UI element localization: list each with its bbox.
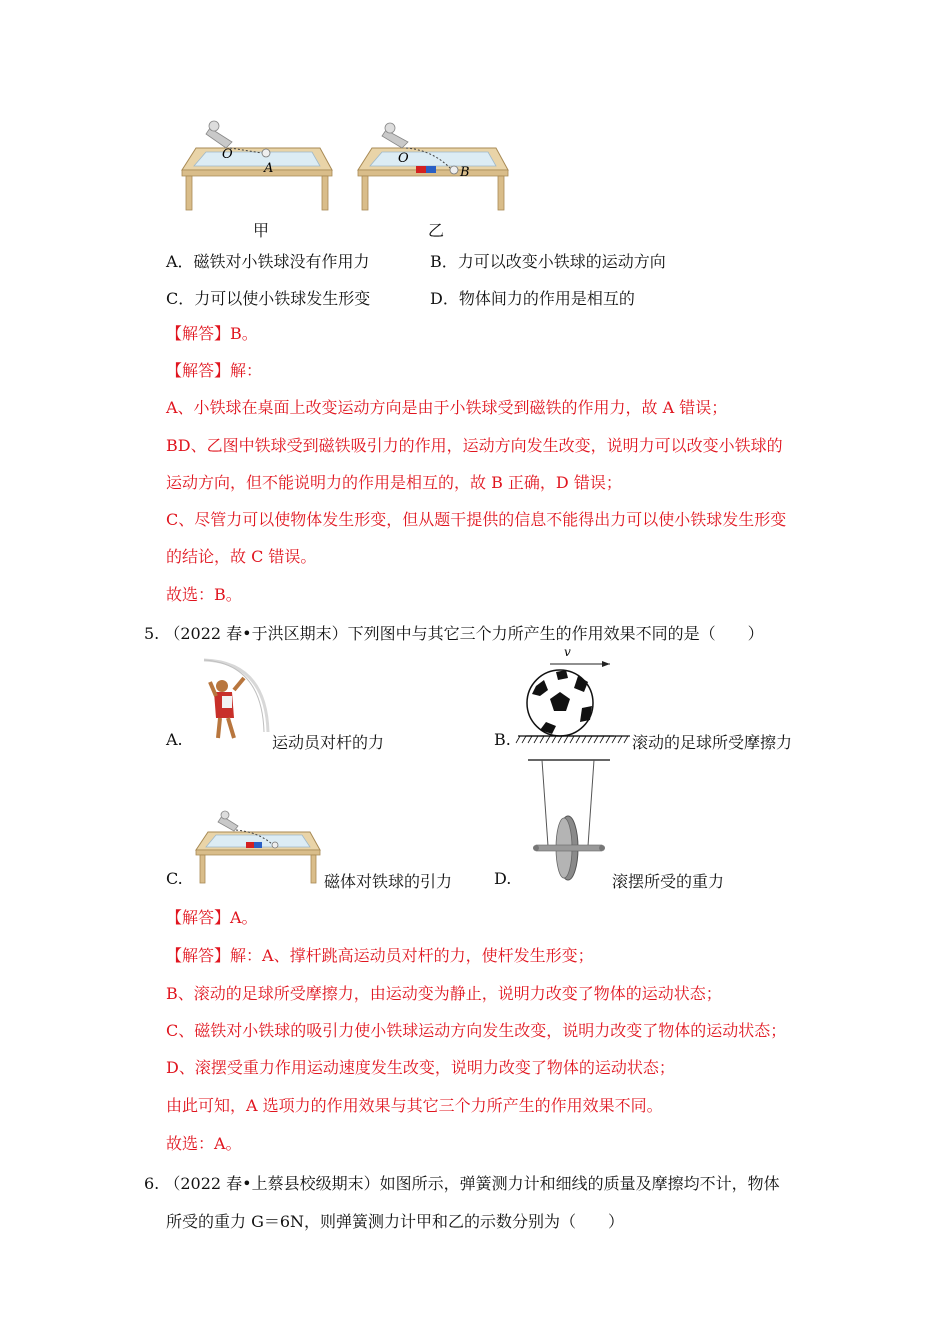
label-O-yi: O	[398, 151, 409, 166]
q5-option-b-letter: B.	[494, 730, 511, 749]
q4-analysis-heading	[166, 361, 262, 381]
q4-choice: 故选：B。	[166, 585, 242, 604]
q4-analysis-line: 的结论，故 C 错误。	[166, 547, 317, 566]
q4-answer: 【解答】B。	[166, 324, 258, 343]
velocity-label: v	[564, 645, 571, 659]
q5-option-a-text: 运动员对杆的力	[272, 733, 385, 752]
caption-yi: 乙	[428, 221, 445, 240]
q4-analysis-line: C、尽管力可以使物体发生形变，但从题干提供的信息不能得出力可以使小铁球发生形变	[166, 510, 787, 529]
q5-analysis-line: B、滚动的足球所受摩擦力，由运动变为静止，说明力改变了物体的运动状态；	[166, 984, 722, 1003]
q5-choice: 故选：A。	[166, 1134, 242, 1153]
q4-analysis-label: 【解答】	[166, 361, 231, 380]
q4-analysis-jie: 解：	[230, 361, 263, 380]
q5-option-a-letter: A.	[166, 730, 183, 749]
ground-hatching	[518, 736, 630, 744]
q5-option-b-text: 滚动的足球所受摩擦力	[632, 733, 793, 752]
label-B: B	[460, 165, 470, 180]
q5-analysis-line: C、磁铁对小铁球的吸引力使小铁球运动方向发生改变，说明力改变了物体的运动状态；	[166, 1021, 787, 1040]
caption-jia: 甲	[253, 221, 270, 240]
pole-vaulter-image	[196, 652, 276, 744]
rolling-pendulum-figure	[528, 758, 610, 888]
q5-analysis-line: 由此可知，A 选项力的作用效果与其它三个力所产生的作用效果不同。	[166, 1096, 663, 1115]
q5-option-d-text: 滚摆所受的重力	[612, 872, 725, 891]
q5-option-c-letter: C.	[166, 869, 183, 888]
q5-option-c-text: 磁体对铁球的引力	[324, 872, 453, 891]
q5-option-d-letter: D.	[494, 869, 512, 888]
q4-option-a: A．磁铁对小铁球没有作用力	[166, 252, 370, 271]
q4-option-c: C．力可以使小铁球发生形变	[166, 289, 371, 308]
q4-option-b: B．力可以改变小铁球的运动方向	[430, 252, 666, 271]
soccer-ball-figure	[518, 646, 614, 742]
q5-analysis-first	[166, 946, 594, 966]
table-figure-yi	[352, 122, 512, 218]
q5-analysis-label: 【解答】	[166, 946, 231, 965]
q4-option-d: D．物体间力的作用是相互的	[430, 289, 635, 308]
q5-answer: 【解答】A。	[166, 908, 258, 927]
magnet-table-figure	[192, 812, 322, 888]
q6-stem-line2: 所受的重力 G＝6N，则弹簧测力计甲和乙的示数分别为（ ）	[166, 1212, 625, 1231]
q4-analysis-line: 运动方向，但不能说明力的作用是相互的，故 B 正确，D 错误；	[166, 473, 622, 492]
q4-analysis-line: BD、乙图中铁球受到磁铁吸引力的作用，运动方向发生改变，说明力可以改变小铁球的	[166, 436, 783, 455]
label-O-jia: O	[222, 147, 233, 162]
table-figure-jia	[176, 118, 336, 214]
q5-analysis-first-text: 解：A、撑杆跳高运动员对杆的力，使杆发生形变；	[230, 946, 594, 965]
q5-analysis-line: D、滚摆受重力作用运动速度发生改变，说明力改变了物体的运动状态；	[166, 1058, 675, 1077]
q4-analysis-line: A、小铁球在桌面上改变运动方向是由于小铁球受到磁铁的作用力，故 A 错误；	[166, 398, 728, 417]
q5-stem: 5. （2022 春•于洪区期末）下列图中与其它三个力所产生的作用效果不同的是（ ）	[144, 624, 764, 643]
q6-stem-line1: 6. （2022 春•上蔡县校级期末）如图所示，弹簧测力计和细线的质量及摩擦均不计，物体	[144, 1174, 780, 1193]
label-A: A	[264, 161, 274, 176]
